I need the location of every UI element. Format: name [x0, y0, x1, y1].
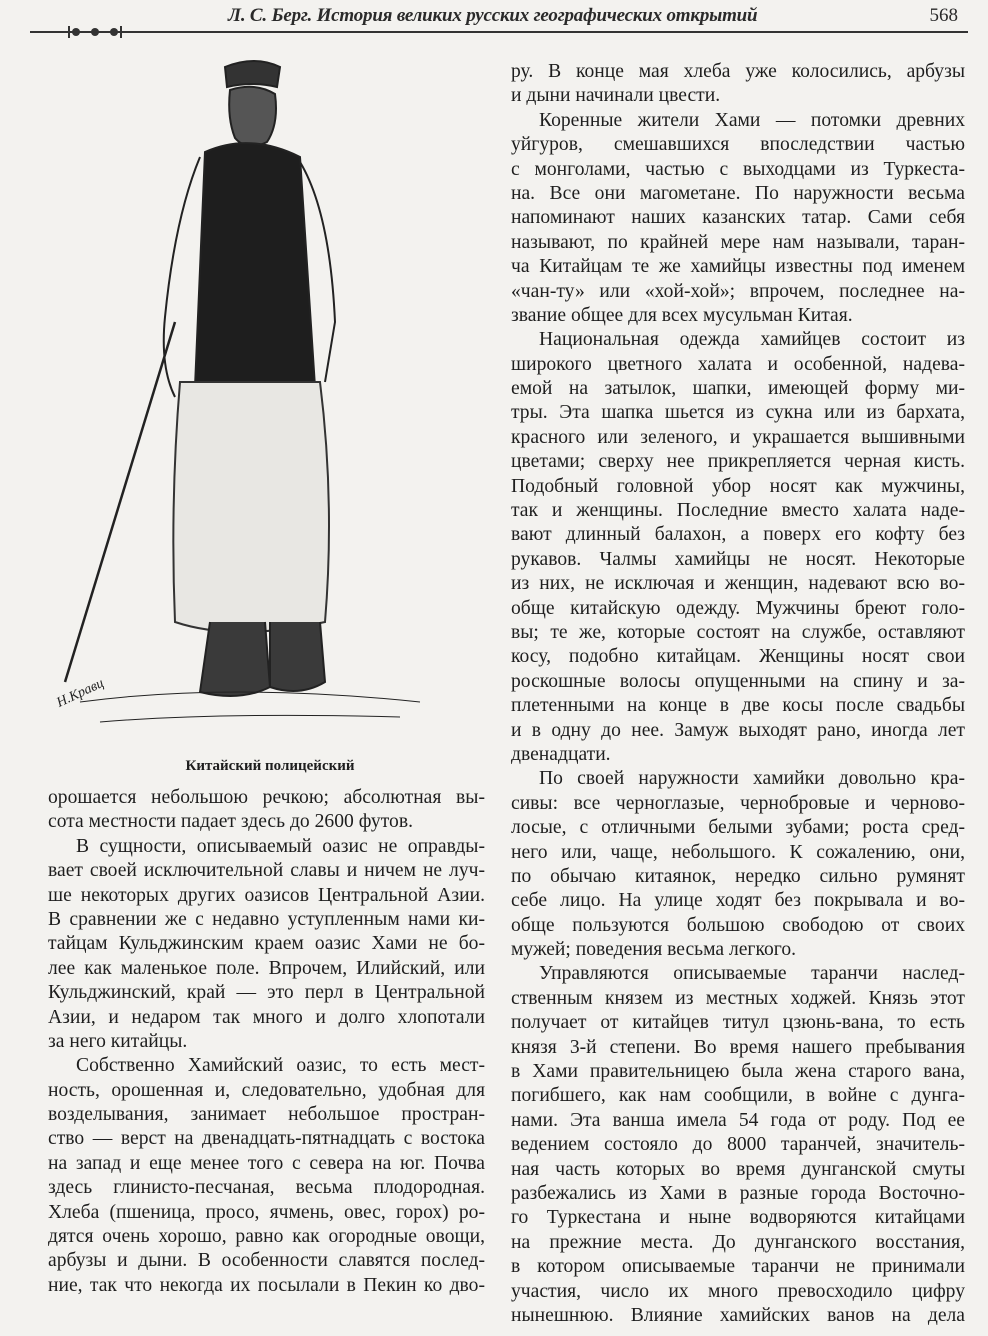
- paragraph: [511, 109, 965, 329]
- text-line: Управляются описываемые таранчи наслед-: [539, 963, 965, 985]
- page-header: [0, 0, 988, 40]
- text-line: погибшего, как нам сообщили, в войне с дунга-: [511, 1085, 965, 1107]
- text-line: из них, не исключая и женщин, надевают всю во-: [511, 573, 965, 595]
- text-line: В сущности, описываемый оазис не оправды-: [76, 835, 485, 857]
- text-line: здесь глинисто-песчаная, весьма плодородная.: [48, 1177, 485, 1199]
- text-line: лосые, с отличными белыми зубами; роста сред-: [511, 817, 965, 839]
- text-line: широкого цветного халата и особенной, надева-: [511, 353, 965, 375]
- paragraph: [48, 1054, 485, 1298]
- text-line: рукавов. Чалмы хамийцы не носят. Некоторые: [511, 548, 965, 570]
- text-line: лее как маленькое поле. Впрочем, Илийский, или: [48, 957, 485, 979]
- text-line: так и женщины. Последние вместо халата наде-: [511, 500, 965, 522]
- text-line: емой на затылок, шапки, имеющей форму ми-: [511, 378, 965, 400]
- text-line: нынешнюю. Влияние хамийских ванов на дела: [511, 1304, 965, 1326]
- paragraph: [511, 767, 965, 962]
- text-line: Кульджинский, край — это перл в Центральной: [48, 982, 485, 1004]
- text-line: мужей; поведения весьма легкого.: [511, 939, 797, 961]
- text-line: разбежались из Хами в разные города Восточно-: [511, 1182, 965, 1204]
- text-line: на запад и еще менее того с севера на юг. Почва: [48, 1152, 485, 1174]
- running-title: Л. С. Берг. История великих русских географических открытий: [228, 5, 758, 26]
- text-line: Подобный головной убор носят как мужчины,: [511, 475, 965, 497]
- text-line: участия, число их много превосходило цифру: [511, 1280, 965, 1302]
- text-line: по обычаю китаянок, нередко сильно румянят: [511, 865, 965, 887]
- text-line: сивы: все черноглазые, чернобровые и черново-: [511, 792, 965, 814]
- text-line: тайцам Кульджинским краем оазис Хами не бо-: [48, 933, 485, 955]
- text-line: себе лицо. На улице ходят без покрывала и во-: [511, 890, 965, 912]
- text-line: обще пользуются большою свободою от своих: [511, 914, 965, 936]
- text-line: вают длинный балахон, а поверх его кофту без: [511, 524, 965, 546]
- paragraph: [48, 786, 485, 835]
- right-column: [511, 60, 965, 1328]
- text-line: ру. В конце мая хлеба уже колосились, арбузы: [511, 61, 965, 82]
- text-line: называют, по крайней мере нам называли, таран-: [511, 231, 965, 253]
- text-line: ство — верст на двенадцать-пятнадцать с востока: [48, 1128, 485, 1150]
- figure-caption: Китайский полицейский: [185, 758, 355, 774]
- text-line: ше некоторых других оазисов Центральной Азии.: [48, 884, 485, 906]
- text-line: получает от китайцев титул цзюнь-вана, то есть: [511, 1012, 965, 1034]
- text-line: По своей наружности хамийки довольно кра-: [539, 768, 965, 790]
- text-line: ность, орошенная и, следовательно, удобная для: [48, 1079, 485, 1101]
- text-line: в котором описываемые таранчи не принимали: [511, 1256, 965, 1278]
- text-line: В сравнении же с недавно уступленным нами ки-: [48, 908, 485, 930]
- text-line: роскошные волосы опущенными на спину и за-: [511, 670, 965, 692]
- text-line: с монголами, частью с выходцами из Туркеста-: [511, 158, 965, 180]
- left-column: [48, 786, 485, 1298]
- text-line: вы; те же, которые состоят на службе, оставляют: [511, 621, 965, 643]
- text-line: дятся очень хорошо, равно как огородные овощи,: [48, 1226, 485, 1248]
- text-line: Азии, и недаром так много и долго хлопотали: [48, 1006, 485, 1028]
- text-line: косу, подобно китайцам. Женщины носят свои: [511, 646, 965, 668]
- page-number: 568: [929, 5, 958, 26]
- paragraph: [511, 60, 965, 109]
- text-line: Национальная одежда хамийцев состоит из: [539, 329, 965, 351]
- text-line: двенадцати.: [511, 743, 611, 765]
- paragraph: [511, 962, 965, 1328]
- text-line: на. Все они магометане. По наружности весьма: [511, 182, 965, 204]
- text-line: красного или зеленого, и украшается вышивными: [511, 426, 965, 448]
- illustration-chinese-policeman: [40, 42, 460, 754]
- text-line: напоминают наших казанских татар. Сами себя: [511, 207, 965, 229]
- text-line: «чан-ту» или «хой-хой»; впрочем, последнее на-: [511, 280, 965, 302]
- text-line: орошается небольшою речкою; абсолютная вы-: [48, 787, 485, 808]
- text-line: обще китайскую одежду. Мужчины бреют голо-: [511, 597, 965, 619]
- text-line: на прежние места. До дунганского восстания,: [511, 1231, 965, 1253]
- text-line: ведением состояло до 8000 таранчей, значитель-: [511, 1134, 965, 1156]
- text-line: Собственно Хамийский оазис, то есть мест-: [76, 1055, 485, 1077]
- text-line: ча Китайцам те же хамийцы известны под именем: [511, 256, 965, 278]
- text-line: в Хами правительницею была жена старого вана,: [511, 1061, 965, 1083]
- text-line: ние, так что некогда их посылали в Пекин ко дво-: [48, 1274, 485, 1296]
- paragraph: [48, 835, 485, 1055]
- text-line: ственным князем из местных ходжей. Князь этот: [511, 987, 965, 1009]
- text-line: князя 3-й степени. Во время нашего пребывания: [511, 1036, 965, 1058]
- text-line: Коренные жители Хами — потомки древних: [539, 109, 965, 131]
- text-line: вает своей исключительной славы и ничем не луч-: [48, 860, 485, 882]
- text-line: тры. Эта шапка шьется из сукна или из бархата,: [511, 402, 965, 424]
- artist-signature: Н.Кравц: [54, 675, 107, 711]
- text-line: плетенными на конце в две косы после свадьбы: [511, 695, 965, 717]
- text-line: ная часть которых во время дунганской смуты: [511, 1158, 965, 1180]
- text-line: цветами; сверху нее прикрепляется черная кисть.: [511, 451, 965, 473]
- text-line: арбузы и дыни. В особенности славятся послед-: [48, 1250, 485, 1272]
- text-line: звание общее для всех мусульман Китая.: [511, 304, 853, 326]
- text-line: возделывания, занимает небольшое простран-: [48, 1104, 485, 1126]
- text-line: за него китайцы.: [48, 1030, 188, 1052]
- header-rule: [30, 31, 968, 33]
- text-line: него или, чаще, небольшого. К сожалению, они,: [511, 841, 965, 863]
- text-line: го Туркестана и ныне водворяются китайцами: [511, 1207, 965, 1229]
- text-line: сота местности падает здесь до 2600 футов.: [48, 811, 413, 833]
- text-line: уйгуров, смешавшихся впоследствии частью: [511, 134, 965, 156]
- text-line: нами. Эта ванша имела 54 года от роду. Под ее: [511, 1109, 965, 1131]
- text-line: и в одну до нее. Замуж выходят рано, иногда лет: [511, 719, 965, 741]
- text-line: и дыни начинали цвести.: [511, 85, 721, 107]
- text-line: Хлеба (пшеница, просо, ячмень, овес, горох) ро-: [48, 1201, 485, 1223]
- paragraph: [511, 328, 965, 767]
